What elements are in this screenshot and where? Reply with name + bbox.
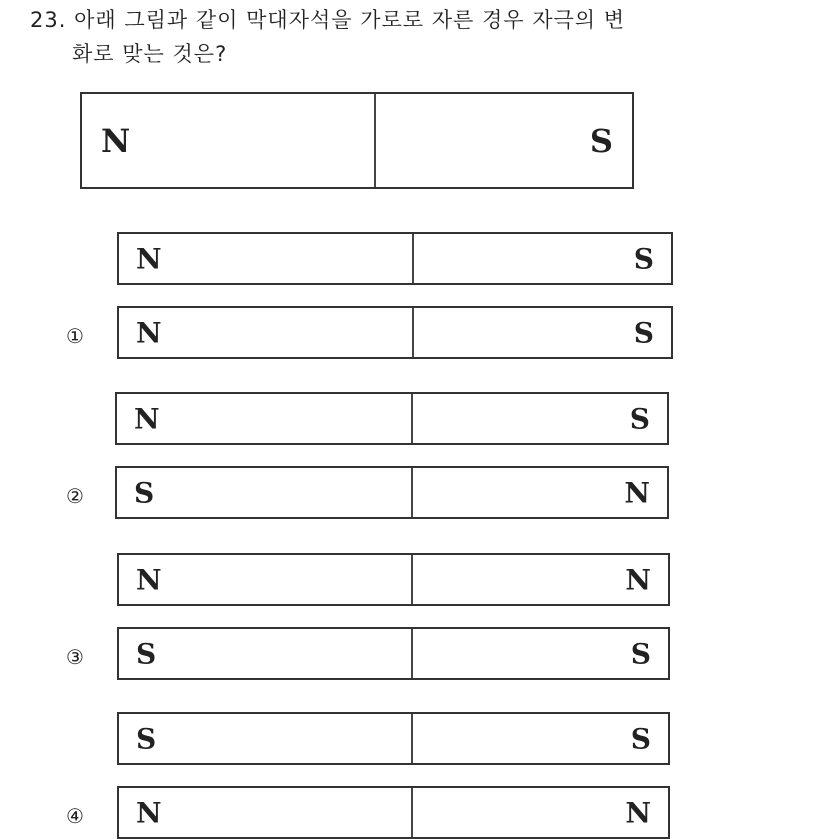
pole-left: N — [136, 316, 162, 349]
bar-divider — [411, 714, 413, 763]
option-4-top-magnet — [117, 712, 670, 765]
pole-left: S — [136, 637, 157, 670]
pole-right: S — [633, 242, 654, 275]
main-magnet — [80, 92, 634, 189]
option-2-number[interactable]: ② — [66, 484, 84, 508]
pole-left: N — [136, 796, 162, 829]
pole-right: S — [589, 121, 613, 160]
option-3-bottom-magnet — [117, 627, 670, 680]
option-1-bottom-magnet — [117, 306, 673, 359]
bar-divider — [411, 555, 413, 604]
bar-divider — [412, 308, 414, 357]
pole-right: N — [625, 796, 651, 829]
bar-divider — [412, 234, 414, 283]
pole-left: N — [101, 121, 131, 160]
option-2-bottom-magnet — [115, 466, 669, 519]
pole-left: N — [134, 402, 160, 435]
pole-right: S — [629, 402, 650, 435]
bar-divider — [411, 629, 413, 678]
pole-right: S — [630, 637, 651, 670]
pole-left: N — [136, 242, 162, 275]
bar-divider — [411, 788, 413, 837]
pole-left: S — [136, 722, 157, 755]
pole-right: S — [630, 722, 651, 755]
option-4-bottom-magnet — [117, 786, 670, 839]
bar-divider — [411, 394, 413, 443]
pole-left: S — [134, 476, 155, 509]
question-line-1: 23. 아래 그림과 같이 막대자석을 가로로 자른 경우 자극의 변 — [30, 8, 626, 32]
option-1-number[interactable]: ① — [66, 324, 84, 348]
option-4-number[interactable]: ④ — [66, 804, 84, 828]
pole-right: N — [624, 476, 650, 509]
pole-right: S — [633, 316, 654, 349]
option-1-top-magnet — [117, 232, 673, 285]
bar-divider — [411, 468, 413, 517]
question-line-2: 화로 맞는 것은? — [72, 42, 228, 66]
option-3-top-magnet — [117, 553, 670, 606]
option-3-number[interactable]: ③ — [66, 645, 84, 669]
pole-right: N — [625, 563, 651, 596]
bar-divider — [374, 94, 376, 187]
pole-left: N — [136, 563, 162, 596]
option-2-top-magnet — [115, 392, 669, 445]
